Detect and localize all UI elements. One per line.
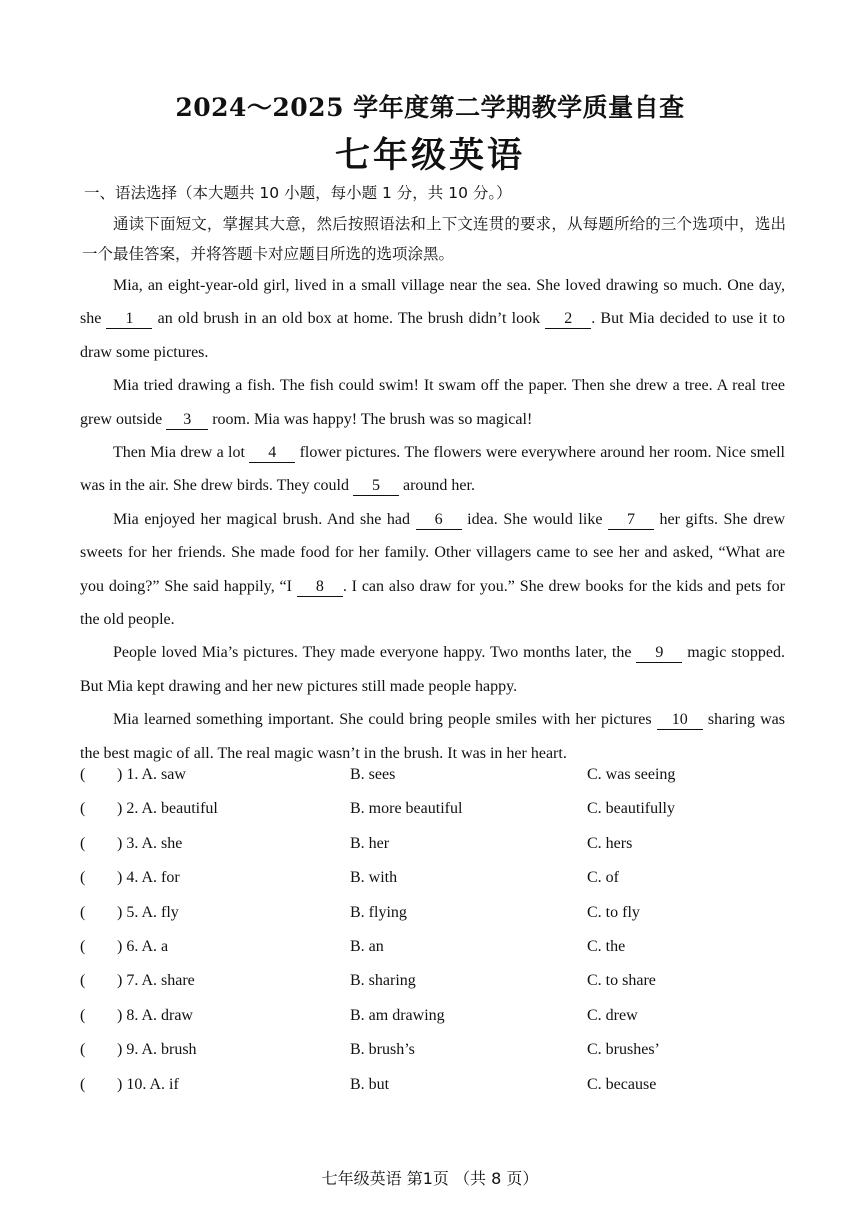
blank-3: 3 bbox=[166, 411, 208, 430]
option-a: ) 9. A. brush bbox=[117, 1041, 197, 1059]
option-c: C. drew bbox=[587, 1006, 638, 1024]
option-a: ) 2. A. beautiful bbox=[117, 800, 218, 818]
passage bbox=[80, 269, 785, 770]
option-a: ) 3. A. she bbox=[117, 834, 183, 852]
section-instruction: 通读下面短文，掌握其大意，然后按照语法和上下文连贯的要求，从每题所给的三个选项中，选出一个最佳答案，并将答题卡对应题目所选的选项涂黑。 bbox=[82, 215, 786, 263]
answer-paren[interactable]: ( bbox=[80, 1006, 86, 1024]
exam-title: 2024～2025 学年度第二学期教学质量自查 bbox=[175, 93, 685, 122]
option-a: ) 6. A. a bbox=[117, 937, 169, 955]
text: flower pictures. The flowers were everywhere around her room. Nice smell was in the air. She drew birds. They could bbox=[80, 444, 785, 495]
option-a: ) 5. A. fly bbox=[117, 903, 179, 921]
option-row-5 bbox=[80, 904, 800, 938]
option-a: ) 7. A. share bbox=[117, 972, 195, 990]
passage-paragraph-3 bbox=[80, 436, 785, 503]
passage-paragraph-2 bbox=[80, 369, 785, 436]
option-row-1 bbox=[80, 766, 800, 800]
option-b: B. sees bbox=[350, 766, 396, 783]
text: Mia enjoyed her magical brush. And she had bbox=[113, 510, 410, 528]
text: magic stopped. But Mia kept drawing and her new pictures still made people happy. bbox=[80, 644, 786, 695]
text: . I can also draw for you.” She drew books for the kids and pets for the old people. bbox=[80, 577, 786, 629]
answer-paren[interactable]: ( bbox=[80, 834, 86, 852]
text: around her. bbox=[402, 477, 475, 495]
blank-2: 2 bbox=[545, 310, 591, 329]
option-row-8 bbox=[80, 1007, 800, 1041]
passage-paragraph-5 bbox=[80, 636, 785, 703]
option-b: B. sharing bbox=[350, 972, 416, 990]
option-b: B. am drawing bbox=[350, 1006, 445, 1024]
option-a: ) 1. A. saw bbox=[117, 766, 186, 783]
option-c: C. hers bbox=[587, 834, 633, 852]
passage-paragraph-6 bbox=[80, 703, 785, 770]
option-b: B. brush’s bbox=[350, 1041, 415, 1059]
text: Mia, an eight-year-old girl, lived in a small village near the sea. She loved drawing so much. One day, she bbox=[80, 277, 785, 328]
exam-subject: 七年级英语 bbox=[334, 135, 525, 176]
option-row-4 bbox=[80, 869, 800, 903]
passage-paragraph-1 bbox=[80, 269, 785, 369]
option-c: C. the bbox=[587, 937, 626, 955]
answer-paren[interactable]: ( bbox=[80, 869, 86, 887]
option-a: ) 10. A. if bbox=[117, 1075, 179, 1093]
answer-paren[interactable]: ( bbox=[80, 937, 86, 955]
answer-paren[interactable]: ( bbox=[80, 766, 86, 783]
answer-paren[interactable]: ( bbox=[80, 1075, 86, 1093]
option-a: ) 4. A. for bbox=[117, 869, 180, 887]
text: Then Mia drew a lot bbox=[113, 444, 245, 462]
text: Mia learned something important. She could bring people smiles with her pictures bbox=[113, 711, 652, 729]
option-c: C. brushes’ bbox=[587, 1041, 660, 1059]
option-c: C. beautifully bbox=[587, 800, 675, 818]
option-row-7 bbox=[80, 972, 800, 1006]
option-c: C. to fly bbox=[587, 903, 640, 921]
blank-8: 8 bbox=[297, 578, 343, 597]
blank-4: 4 bbox=[249, 444, 295, 463]
option-row-10 bbox=[80, 1076, 800, 1110]
text: . But Mia decided to use it to draw some pictures. bbox=[80, 310, 786, 361]
answer-paren[interactable]: ( bbox=[80, 972, 86, 990]
blank-10: 10 bbox=[657, 711, 703, 730]
options-list bbox=[80, 766, 800, 1110]
blank-1: 1 bbox=[106, 310, 152, 329]
option-a: ) 8. A. draw bbox=[117, 1006, 193, 1024]
option-c: C. to share bbox=[587, 972, 656, 990]
page-footer: 七年级英语 第1页 （共 8 页） bbox=[321, 1169, 539, 1188]
text: her gifts. She drew sweets for her friends. She made food for her family. Other villagers came to see her and asked, “What are you doing?” She said happily, “I bbox=[80, 510, 786, 595]
option-row-3 bbox=[80, 835, 800, 869]
option-b: B. flying bbox=[350, 903, 407, 921]
blank-9: 9 bbox=[636, 644, 682, 663]
blank-5: 5 bbox=[353, 477, 399, 496]
answer-paren[interactable]: ( bbox=[80, 800, 86, 818]
section-heading: 一、语法选择（本大题共 10 小题，每小题 1 分，共 10 分。） bbox=[84, 184, 512, 202]
text: an old brush in an old box at home. The brush didn’t look bbox=[157, 310, 541, 328]
answer-paren[interactable]: ( bbox=[80, 903, 86, 921]
option-row-6 bbox=[80, 938, 800, 972]
option-row-2 bbox=[80, 800, 800, 834]
text: Mia tried drawing a fish. The fish could swim! It swam off the paper. Then she drew a tree. A real tree grew outside bbox=[80, 377, 785, 428]
option-c: C. of bbox=[587, 869, 619, 887]
blank-7: 7 bbox=[608, 511, 654, 530]
option-c: C. was seeing bbox=[587, 766, 676, 783]
option-b: B. more beautiful bbox=[350, 800, 463, 818]
answer-paren[interactable]: ( bbox=[80, 1041, 86, 1059]
text: sharing was the best magic of all. The real magic wasn’t in the brush. It was in her heart. bbox=[80, 711, 786, 762]
text: idea. She would like bbox=[467, 510, 603, 528]
option-b: B. but bbox=[350, 1075, 390, 1093]
text: room. Mia was happy! The brush was so magical! bbox=[212, 410, 533, 428]
option-b: B. an bbox=[350, 937, 384, 955]
text: People loved Mia’s pictures. They made everyone happy. Two months later, the bbox=[113, 644, 632, 662]
option-c: C. because bbox=[587, 1075, 657, 1093]
option-b: B. her bbox=[350, 834, 390, 852]
option-b: B. with bbox=[350, 869, 398, 887]
blank-6: 6 bbox=[416, 511, 462, 530]
passage-paragraph-4 bbox=[80, 503, 785, 637]
option-row-9 bbox=[80, 1041, 800, 1075]
